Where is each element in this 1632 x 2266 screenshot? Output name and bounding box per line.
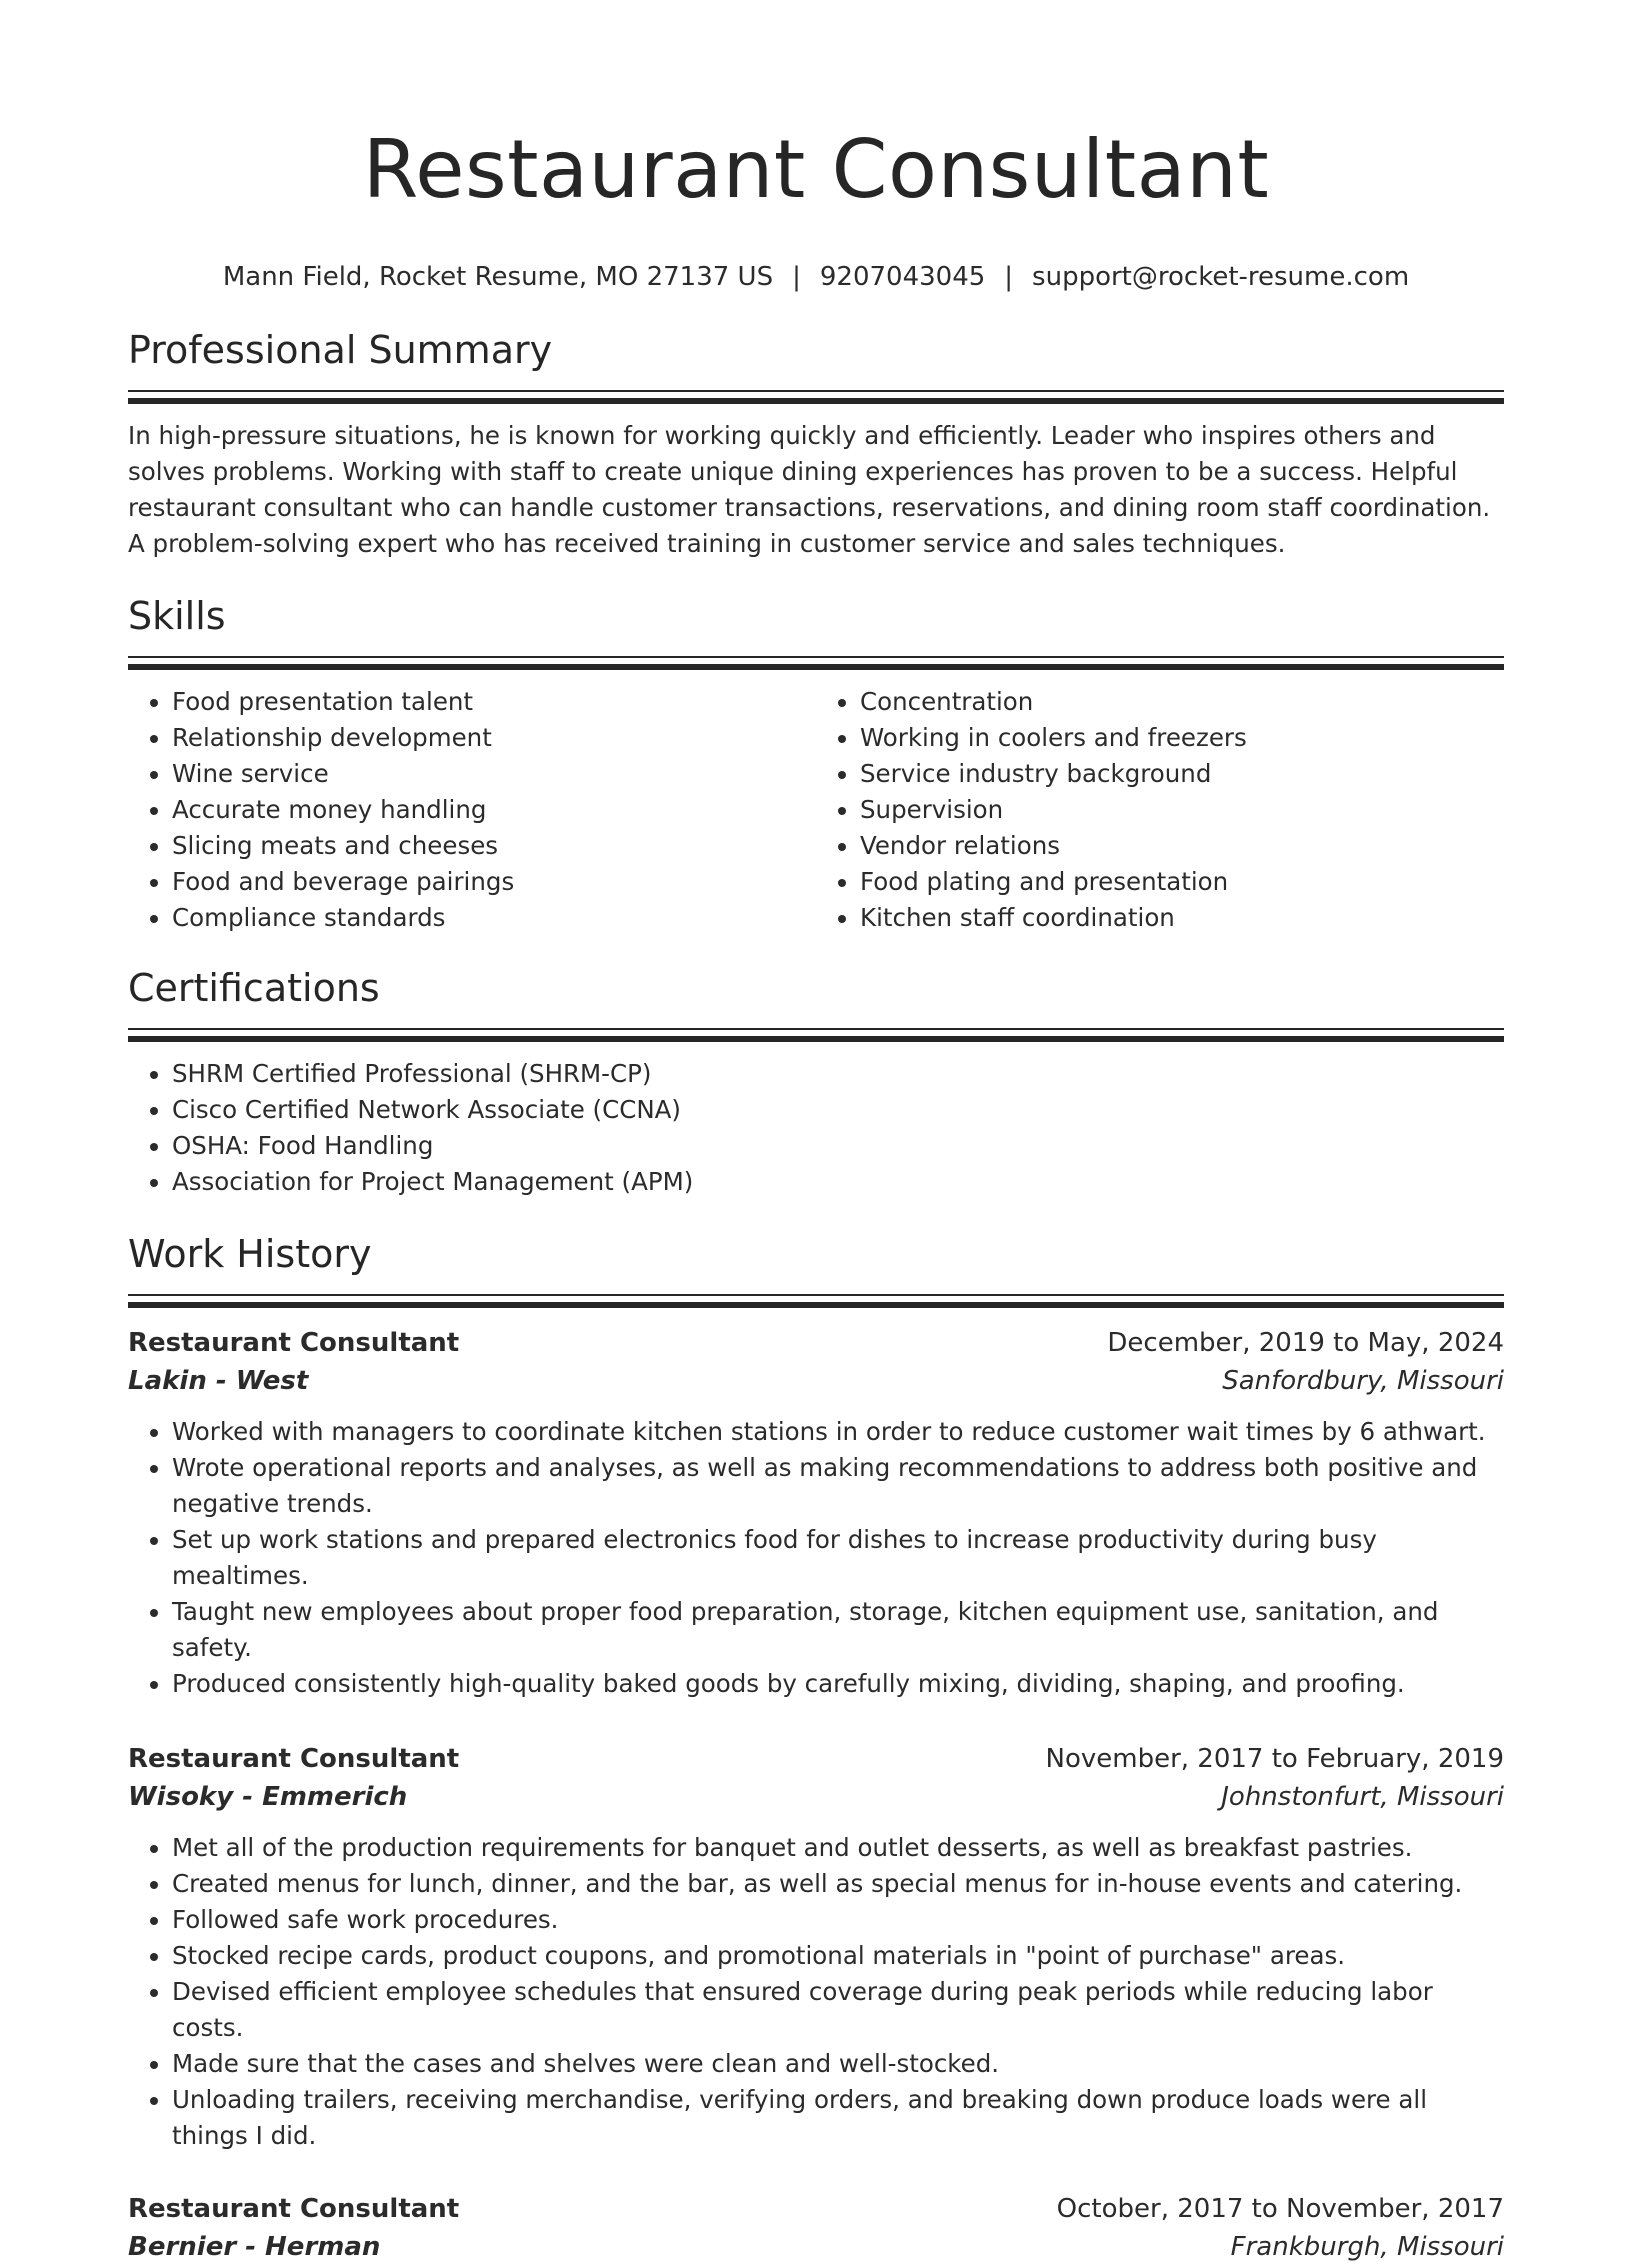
job-entry: [128, 2190, 1504, 2266]
job-location: Sanfordbury, Missouri: [1222, 1366, 1504, 1396]
job-location: Frankburgh, Missouri: [1230, 2232, 1504, 2262]
skill-item: • Kitchen staff coordination: [860, 900, 1504, 936]
section-divider: [128, 390, 1504, 404]
skill-item: • Compliance standards: [172, 900, 816, 936]
section-divider: [128, 1028, 1504, 1042]
job-location: Johnstonfurt, Missouri: [1221, 1782, 1504, 1812]
job-entry: [128, 1324, 1504, 1702]
contact-separator: |: [1004, 262, 1014, 292]
section-divider: [128, 1294, 1504, 1308]
job-bullet: • Worked with managers to coordinate kitchen stations in order to reduce customer wait times by 6 athwart.: [172, 1414, 1504, 1450]
certification-item: • Cisco Certified Network Associate (CCNA): [172, 1092, 1504, 1128]
job-dates: November, 2017 to February, 2019: [1045, 1744, 1504, 1774]
job-company: Wisoky - Emmerich: [128, 1782, 408, 1812]
job-bullet: • Followed safe work procedures.: [172, 1902, 1504, 1938]
job-bullet: • Set up work stations and prepared electronics food for dishes to increase productivity during busy mealtimes.: [172, 1522, 1504, 1594]
job-title: Restaurant Consultant: [128, 1744, 460, 1774]
skill-item: • Food and beverage pairings: [172, 864, 816, 900]
skills-list-left: [128, 684, 816, 936]
job-bullet: • Produced consistently high-quality baked goods by carefully mixing, dividing, shaping, and proofing.: [172, 1666, 1504, 1702]
job-bullet: • Wrote operational reports and analyses, as well as making recommendations to address both positive and negative trends.: [172, 1450, 1504, 1522]
skill-item: • Accurate money handling: [172, 792, 816, 828]
certification-item: • Association for Project Management (APM): [172, 1164, 1504, 1200]
certifications-list: [128, 1056, 1504, 1200]
certifications-heading: Certifications: [128, 966, 380, 1010]
skills-heading: Skills: [128, 594, 226, 638]
certification-item: • SHRM Certified Professional (SHRM-CP): [172, 1056, 1504, 1092]
skills-grid: [128, 684, 1504, 936]
job-company: Bernier - Herman: [128, 2232, 381, 2262]
section-divider: [128, 656, 1504, 670]
job-bullet: • Met all of the production requirements for banquet and outlet desserts, as well as breakfast pastries.: [172, 1830, 1504, 1866]
job-bullet: • Taught new employees about proper food preparation, storage, kitchen equipment use, sanitation, and safety.: [172, 1594, 1504, 1666]
skill-item: • Supervision: [860, 792, 1504, 828]
job-title: Restaurant Consultant: [128, 2194, 460, 2224]
contact-address: Mann Field, Rocket Resume, MO 27137 US: [222, 262, 774, 292]
skill-item: • Working in coolers and freezers: [860, 720, 1504, 756]
skill-item: • Service industry background: [860, 756, 1504, 792]
page-title: Restaurant Consultant: [362, 123, 1270, 216]
skill-item: • Food plating and presentation: [860, 864, 1504, 900]
skill-item: • Vendor relations: [860, 828, 1504, 864]
contact-email: support@rocket-resume.com: [1032, 262, 1410, 292]
summary-heading: Professional Summary: [128, 328, 553, 372]
job-bullet: • Unloading trailers, receiving merchandise, verifying orders, and breaking down produce loads were all things I did.: [172, 2082, 1504, 2154]
contact-line: [128, 260, 1504, 294]
job-bullet: • Devised efficient employee schedules that ensured coverage during peak periods while reducing labor costs.: [172, 1974, 1504, 2046]
summary-section: [128, 324, 1504, 562]
certifications-section: [128, 962, 1504, 1200]
work-history-section: [128, 1228, 1504, 2266]
job-dates: December, 2019 to May, 2024: [1107, 1328, 1504, 1358]
skill-item: • Slicing meats and cheeses: [172, 828, 816, 864]
job-company: Lakin - West: [128, 1366, 309, 1396]
skill-item: • Wine service: [172, 756, 816, 792]
job-bullet: • Created menus for lunch, dinner, and the bar, as well as special menus for in-house events and catering.: [172, 1866, 1504, 1902]
skills-list-right: [816, 684, 1504, 936]
job-bullets: [128, 1414, 1504, 1702]
certification-item: • OSHA: Food Handling: [172, 1128, 1504, 1164]
job-bullet: • Made sure that the cases and shelves were clean and well-stocked.: [172, 2046, 1504, 2082]
skills-section: [128, 590, 1504, 936]
work-history-heading: Work History: [128, 1232, 372, 1276]
contact-phone: 9207043045: [819, 262, 986, 292]
job-bullet: • Stocked recipe cards, product coupons, and promotional materials in "point of purchase" areas.: [172, 1938, 1504, 1974]
job-title: Restaurant Consultant: [128, 1328, 460, 1358]
job-entry: [128, 1740, 1504, 2154]
skill-item: • Concentration: [860, 684, 1504, 720]
summary-text: In high-pressure situations, he is known for working quickly and efficiently. Leader who inspires others and solves problems. Working with staff to create unique dining experiences has proven to be a success. Helpful restaurant consultant who can handle customer transactions, reservations, and dining room staff coordination. A problem-solving expert who has received training in customer service and sales techniques.: [128, 421, 1491, 558]
skill-item: • Food presentation talent: [172, 684, 816, 720]
skill-item: • Relationship development: [172, 720, 816, 756]
contact-separator: |: [792, 262, 801, 292]
job-dates: October, 2017 to November, 2017: [1056, 2194, 1504, 2224]
job-bullets: [128, 1830, 1504, 2154]
